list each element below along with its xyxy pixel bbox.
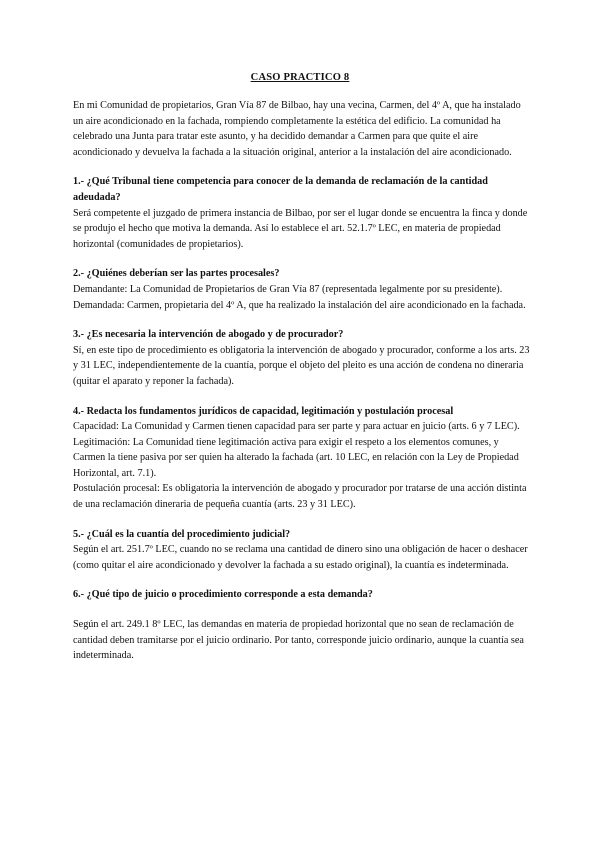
- document-body: [73, 98, 533, 664]
- question-2: 2.- ¿Quiénes deberían ser las partes procesales?: [73, 268, 280, 280]
- answer-2-demandada: Demandada: Carmen, propietaria del 4º A, que ha realizado la instalación del aire acondicionado en la fachada.: [73, 299, 526, 311]
- answer-1: Será competente el juzgado de primera instancia de Bilbao, por ser el lugar donde se encuentra la finca y donde se produjo el hecho que motiva la demanda. Así lo establece el art. 52.1.7º LEC, en materia de propiedad horizontal (comunidades de propietarios).: [73, 207, 528, 250]
- question-3: 3.- ¿Es necesaria la intervención de abogado y de procurador?: [73, 329, 344, 341]
- answer-4-capacidad: Capacidad: La Comunidad y Carmen tienen capacidad para ser parte y para actuar en juicio (arts. 6 y 7 LEC).: [73, 421, 520, 433]
- answer-6: Según el art. 249.1 8º LEC, las demandas en materia de propiedad horizontal que no sean de reclamación de cantidad deben tramitarse por el juicio ordinario. Por tanto, corresponde juicio ordinario, aunque la cuantía sea indeterminada.: [73, 619, 524, 662]
- answer-3: Sí, en este tipo de procedimiento es obligatoria la intervención de abogado y procurador, conforme a los arts. 23 y 31 LEC, independientemente de la cuantía, porque el objeto del pleito es una acción de condena no dineraria (quitar el aparato y reponer la fachada).: [73, 344, 530, 387]
- question-6: 6.- ¿Qué tipo de juicio o procedimiento corresponde a esta demanda?: [73, 589, 373, 601]
- question-1: 1.- ¿Qué Tribunal tiene competencia para conocer de la demanda de reclamación de la cantidad adeudada?: [73, 176, 488, 203]
- intro-paragraph: En mi Comunidad de propietarios, Gran Vía 87 de Bilbao, hay una vecina, Carmen, del 4º A, que ha instalado un aire acondicionado en la fachada, rompiendo completamente la estética del edificio. La comunidad ha celebrado una Junta para tratar este asunto, y ha decidido demandar a Carmen para que quite el aire acondicionado y devuelva la fachada a la situación original, anterior a la instalación del aire acondicionado.: [73, 100, 521, 158]
- answer-2-demandante: Demandante: La Comunidad de Propietarios de Gran Vía 87 (representada legalmente por su presidente).: [73, 283, 503, 295]
- question-4: 4.- Redacta los fundamentos jurídicos de capacidad, legitimación y postulación procesal: [73, 405, 454, 417]
- question-5: 5.- ¿Cuál es la cuantía del procedimiento judicial?: [73, 528, 291, 540]
- answer-5: Según el art. 251.7º LEC, cuando no se reclama una cantidad de dinero sino una obligación de hacer o deshacer (como quitar el aire acondicionado y devolver la fachada a su estado original), la cuantía es indeterminada.: [73, 544, 528, 571]
- answer-4-legitimacion: Legitimación: La Comunidad tiene legitimación activa para exigir el respeto a los elementos comunes, y Carmen la tiene pasiva por ser quien ha alterado la fachada (art. 10 LEC, en relación con la Ley de Propiedad Horizontal, art. 7.1).: [73, 436, 519, 479]
- answer-4-postulacion: Postulación procesal: Es obligatoria la intervención de abogado y procurador por tratarse de una acción distinta de una reclamación dineraria de pequeña cuantía (arts. 23 y 31 LEC).: [73, 483, 527, 511]
- document-title: CASO PRACTICO 8: [250, 72, 350, 83]
